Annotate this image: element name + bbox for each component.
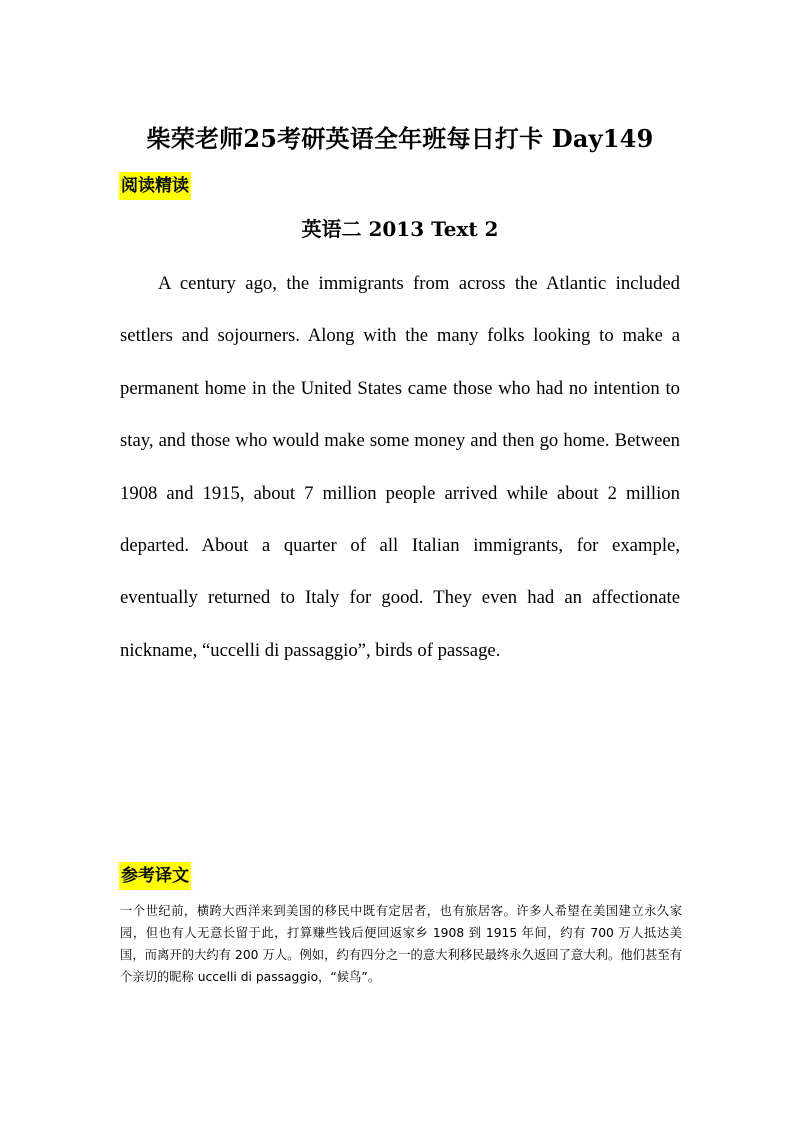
- text-subtitle: 英语二 2013 Text 2: [301, 217, 499, 241]
- chinese-translation: 一个世纪前，横跨大西洋来到美国的移民中既有定居者，也有旅居客。许多人希望在美国建立永久家园，但也有人无意长留于此，打算赚些钱后便回返家乡 1908 到 1915 年间，约有 700 万人抵达美国，而离开的大约有 200 万人。例如，约有四分之一的意大利移民最终永久返回了意大利。他们甚至有个亲切的昵称 uccelli di passaggio，“候鸟”。: [120, 904, 682, 984]
- page-title: 柴荣老师25考研英语全年班每日打卡 Day149: [146, 124, 654, 153]
- reading-section-label: 阅读精读: [119, 172, 191, 200]
- english-passage: A century ago, the immigrants from across the Atlantic included settlers and sojourners. Along with the many folks looking to make a permanent home in the United States came those who had no intention to stay, and those who would make some money and then go home. Between 1908 and 1915, about 7 million people arrived while about 2 million departed. About a quarter of all Italian immigrants, for example, eventually returned to Italy for good. They even had an affectionate nickname, “uccelli di passaggio”, birds of passage.: [120, 273, 680, 661]
- translation-section-label: 参考译文: [119, 862, 191, 890]
